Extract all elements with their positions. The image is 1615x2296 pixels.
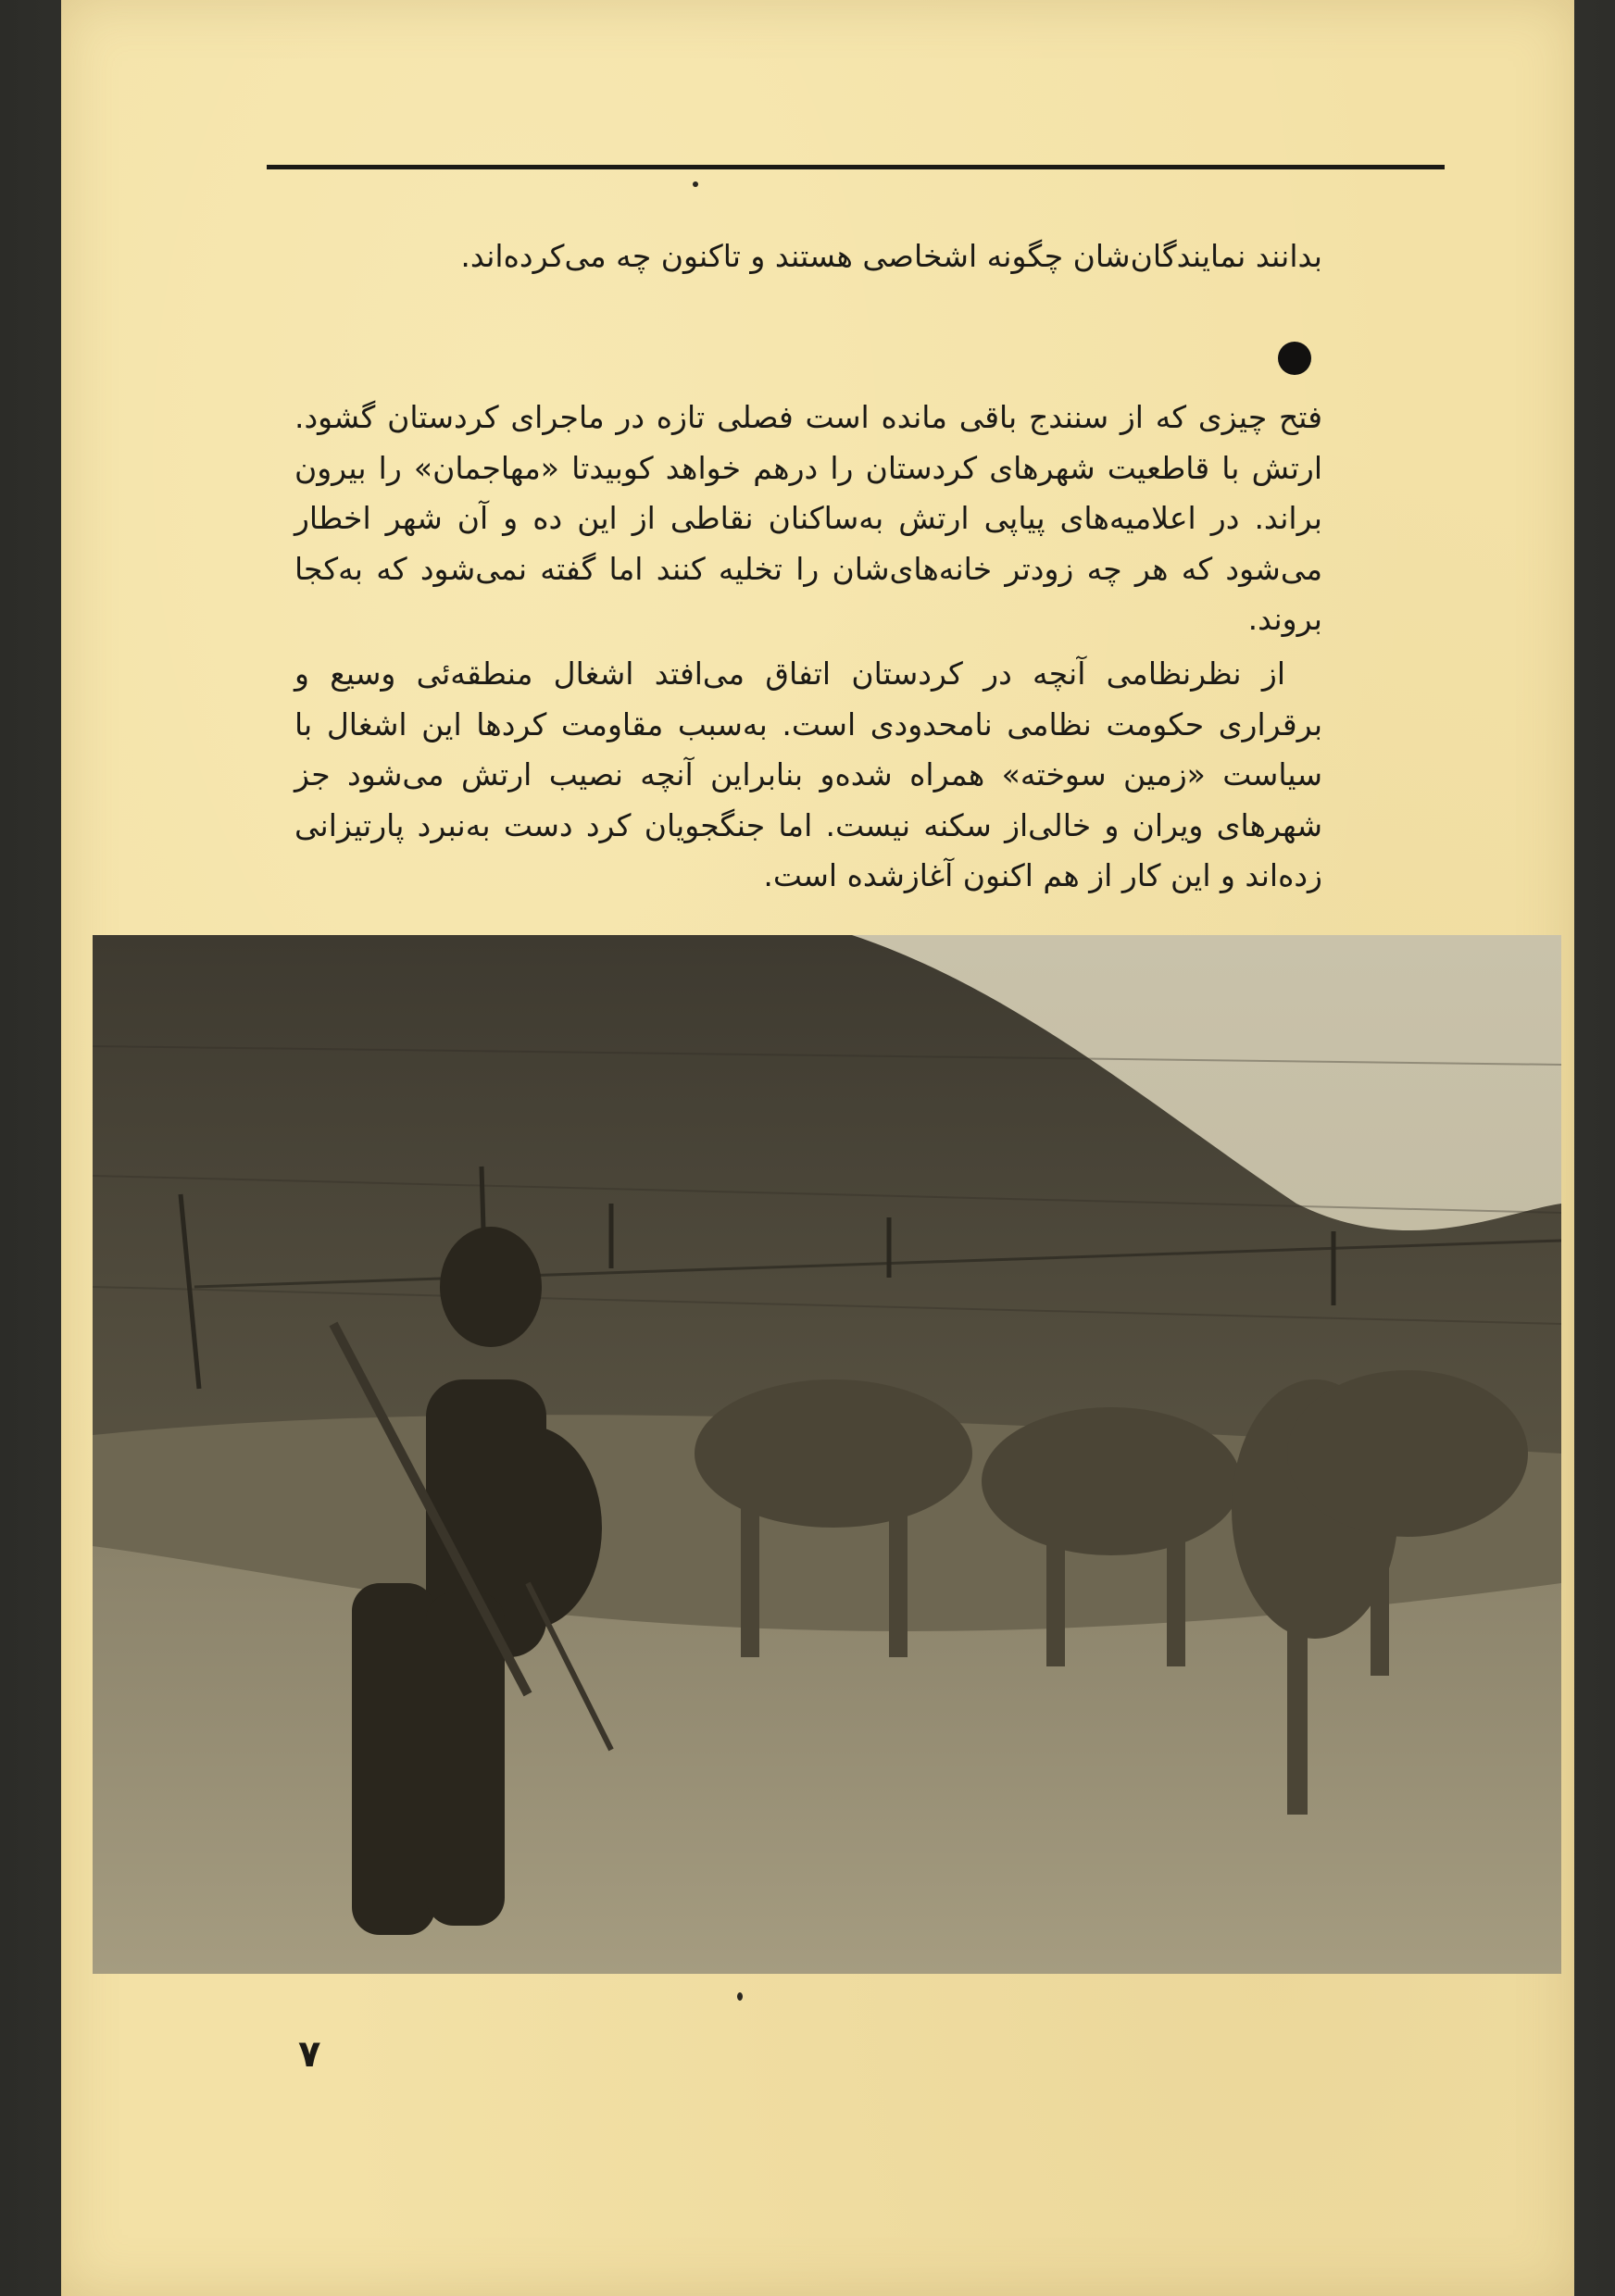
photo-illustration [93, 935, 1561, 1974]
lead-line: بدانند نمایندگان‌شان چگونه اشخاصی هستند و تاکنون چه می‌کرده‌اند. [460, 238, 1322, 274]
photograph-kurdish-man-with-donkeys [93, 935, 1561, 1974]
print-speck [693, 181, 698, 187]
print-speck [737, 1992, 743, 2001]
bullet-icon [1278, 342, 1311, 375]
paragraph-2 [294, 649, 1322, 902]
page-number: ۷ [298, 2033, 321, 2076]
paragraph-1-text: فتح چیزی که از سنندج باقی مانده است فصلی تازه در ماجرای کردستان گشود. ارتش با قاطعیت شهرهای کردستان را درهم خواهد کوبیدتا «مهاجمان» را بیرون براند. در اعلامیه‌های پیاپی ارتش به‌ساکنان نقاطی از این ده و آن شهر اخطار می‌شود که هر چه زودتر خانه‌های‌شان را تخلیه کنند اما گفته نمی‌شود که به‌کجا بروند. [294, 399, 1322, 637]
paragraph-1 [294, 393, 1322, 645]
paragraph-2-text: از نظرنظامی آنچه در کردستان اتفاق می‌افتد اشغال منطقه‌ئی وسیع و برقراری حکومت نظامی نامحدودی است. به‌سبب مقاومت کردها این اشغال با سیاست «زمین سوخته» همراه شده‌و بنابراین آنچه نصیب ارتش می‌شود جز شهرهای ویران و خالی‌از سکنه نیست. اما جنگجویان کرد دست به‌نبرد پارتیزانی زده‌اند و این کار از هم اکنون آغازشده است. [294, 655, 1322, 893]
header-rule [267, 165, 1445, 169]
